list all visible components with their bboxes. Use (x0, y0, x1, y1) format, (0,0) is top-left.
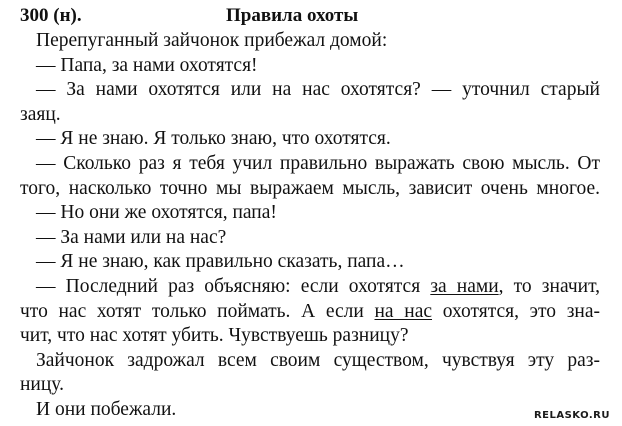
text-line: — Я не знаю, как правильно сказать, папа… (36, 251, 405, 273)
text-line: — Но они же охотятся, папа! (36, 202, 277, 224)
watermark: RELASKO.RU (533, 410, 610, 421)
text-line: ницу. (20, 374, 64, 396)
underlined-phrase: за нами (430, 275, 499, 297)
text-line: И они побежали. (36, 398, 177, 420)
exercise-title: Правила охоты (226, 5, 359, 26)
text-segment: , то значит, (498, 275, 600, 297)
text-line: Перепуганный зайчонок прибежал домой: (36, 30, 388, 51)
text-segment: что нас хотят только поймать. А если (20, 300, 375, 322)
text-line: — За нами или на нас? (36, 226, 227, 248)
text-line: — Сколько раз я тебя учил правильно выражать свою мысль. От (36, 152, 600, 174)
text-line: чит, что нас хотят убить. Чувствуешь разницу? (20, 325, 409, 347)
text-line: — За нами охотятся или на нас охотятся? — уточнил старый (36, 79, 600, 101)
text-line: — Я не знаю. Я только знаю, что охотятся. (36, 128, 391, 150)
underlined-phrase: на нас (374, 300, 433, 322)
text-line: Зайчонок задрожал всем своим существом, чувствуя эту раз- (36, 349, 600, 371)
exercise-header (20, 4, 600, 28)
text-line (20, 300, 600, 325)
text-line: того, насколько точно мы выражаем мысль, зависит очень многое. (20, 177, 600, 199)
exercise-text (20, 29, 600, 423)
text-line: — Папа, за нами охотятся! (36, 54, 258, 76)
exercise-number: 300 (н). (20, 5, 82, 26)
text-segment: — Последний раз объясняю: если охотятся (36, 275, 431, 297)
text-segment: охотятся, это зна- (432, 300, 600, 322)
text-line (20, 275, 600, 300)
text-line: заяц. (20, 103, 61, 125)
